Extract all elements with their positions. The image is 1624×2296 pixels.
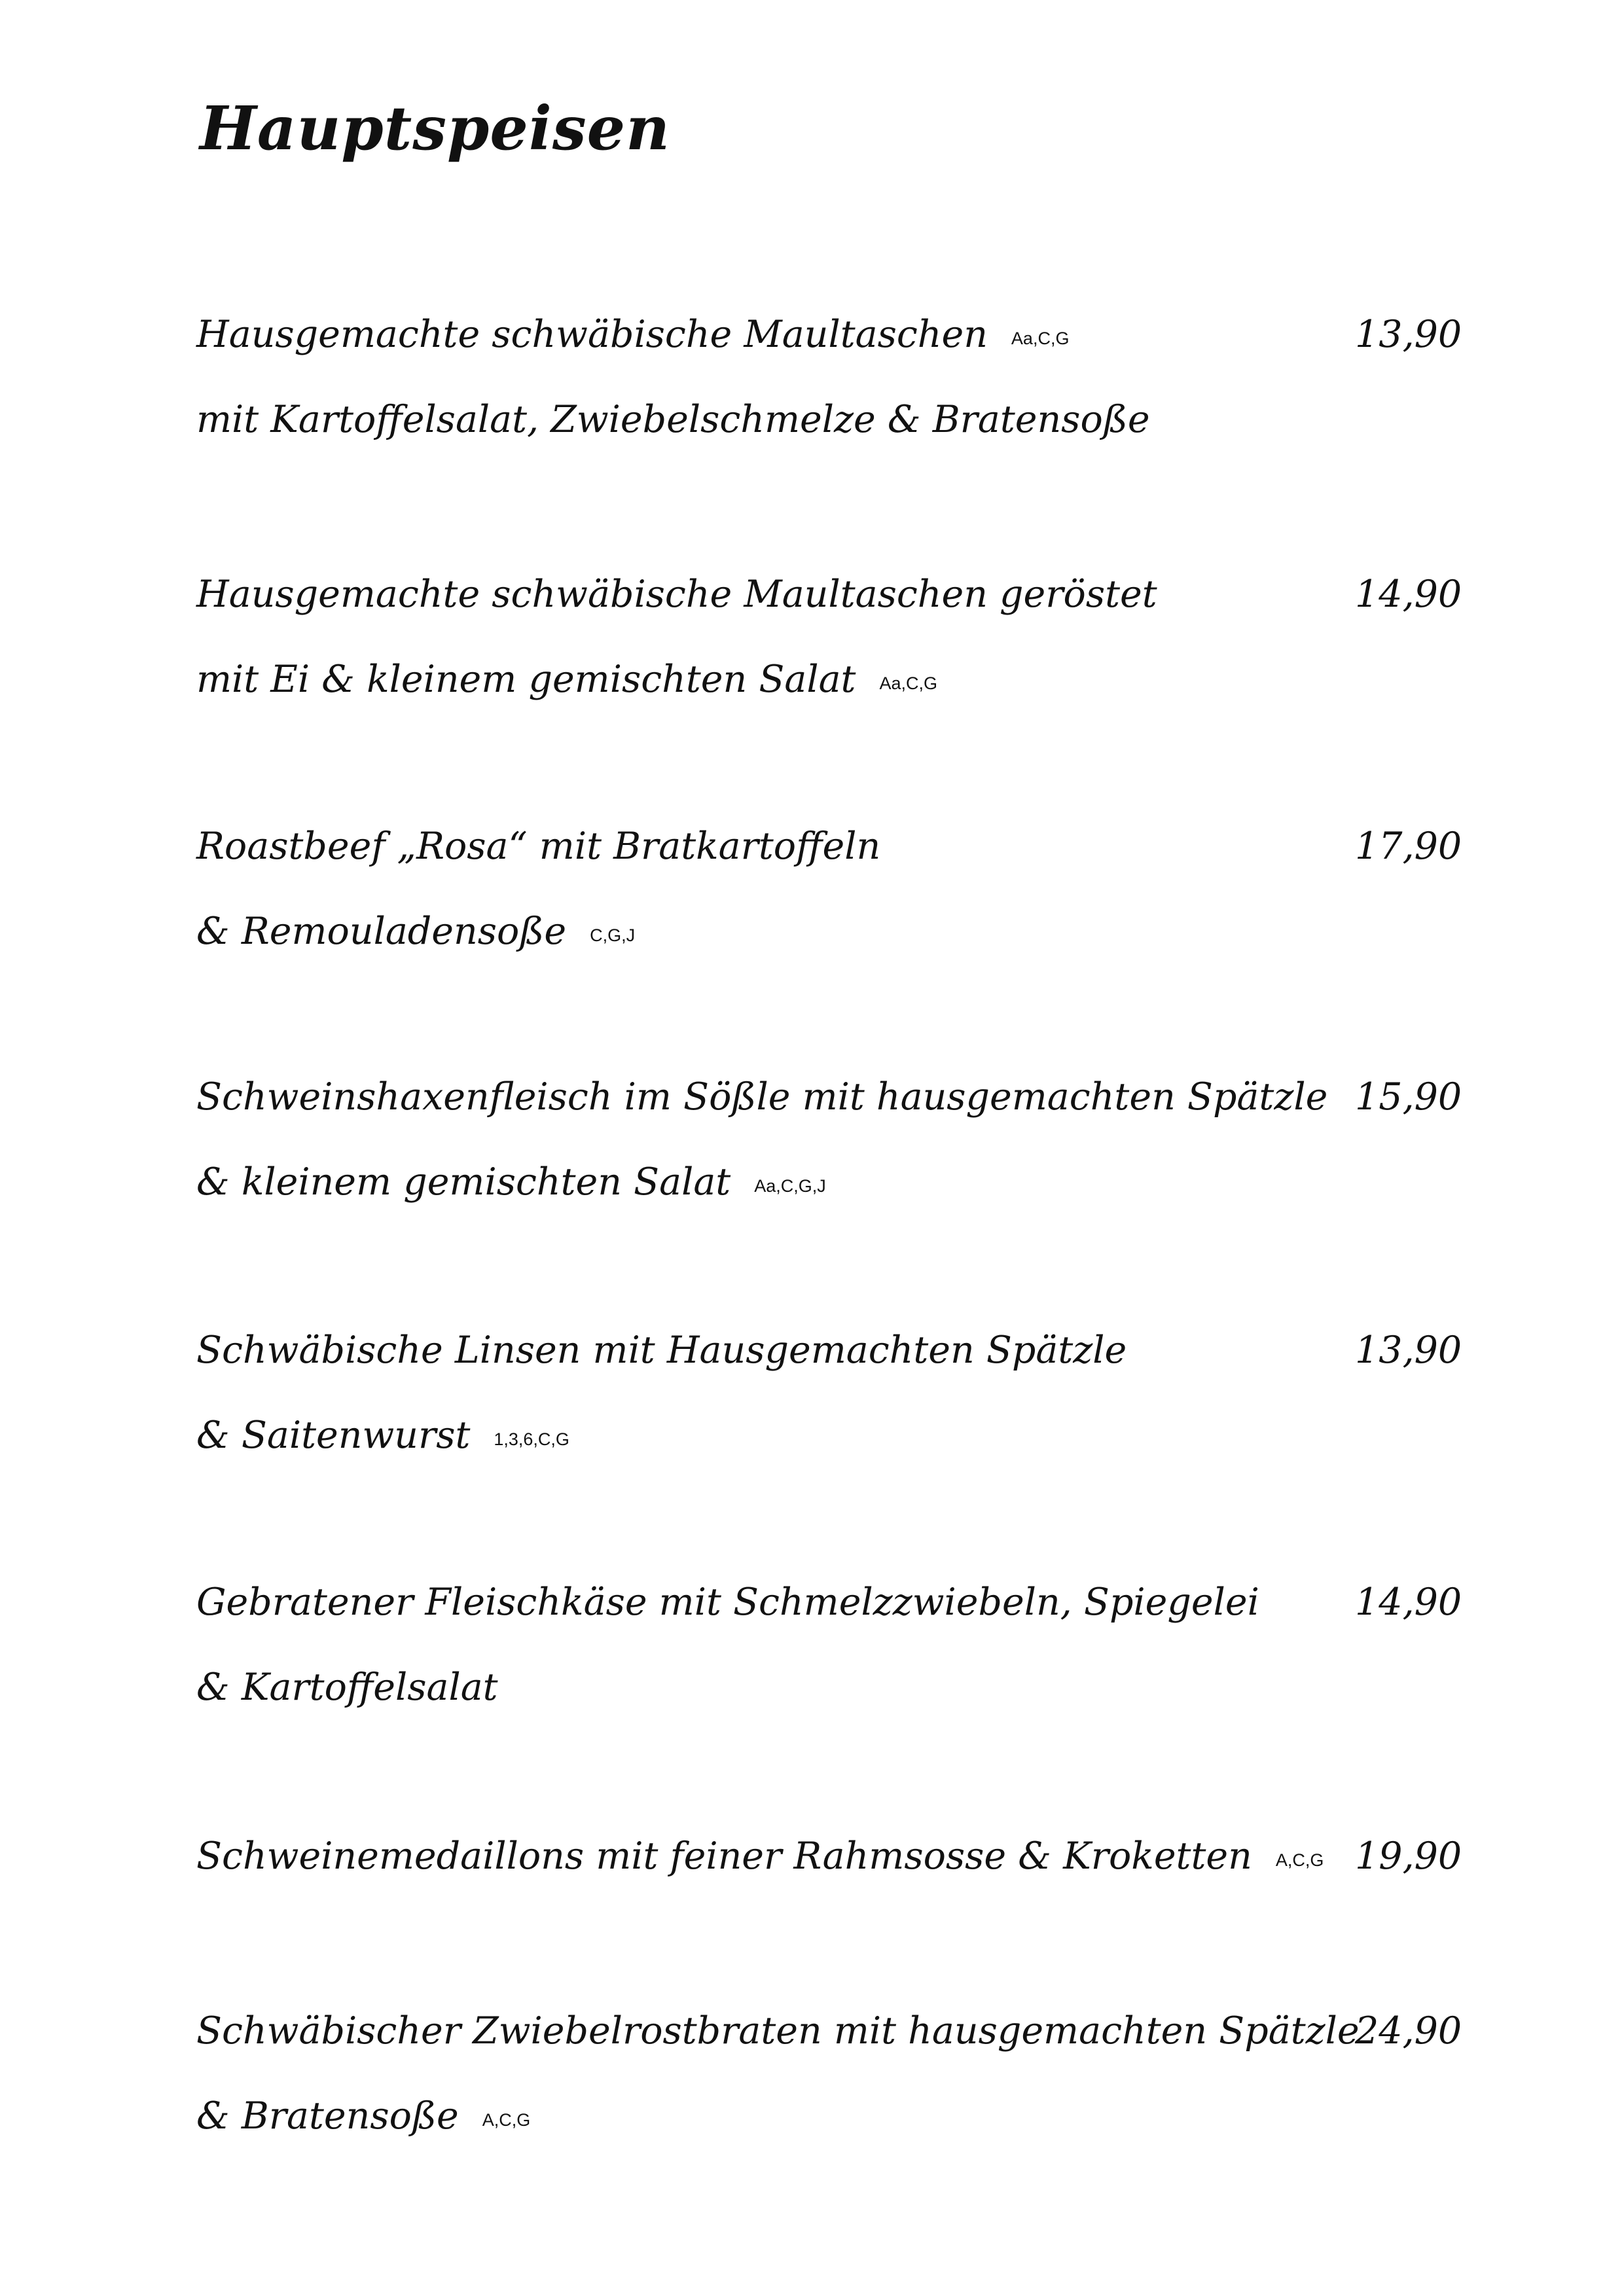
dish-description (196, 658, 937, 701)
dish-description-text: mit Ei & kleinem gemischten Salat (196, 658, 856, 701)
dish-description (196, 910, 636, 953)
dish-description (196, 1414, 569, 1457)
dish-description (196, 1160, 826, 1204)
dish-description-text: & Bratensoße (196, 2094, 459, 2138)
dish-description-text: & Saitenwurst (196, 1414, 471, 1457)
dish-description (196, 1666, 522, 1709)
dish-price: 17,90 (1355, 825, 1462, 868)
dish-name (196, 573, 1181, 616)
dish-name (196, 1581, 1283, 1624)
dish-name (196, 313, 1070, 356)
dish-name (196, 1835, 1324, 1878)
dish-name (196, 1329, 1150, 1372)
allergen-codes: A,C,G (482, 2110, 531, 2130)
dish-name-text: Schwäbische Linsen mit Hausgemachten Spätzle (196, 1329, 1127, 1372)
dish-name (196, 825, 904, 868)
dish-name-text: Schweinshaxenfleisch im Sößle mit hausgemachten Spätzle (196, 1075, 1328, 1119)
dish-name (196, 2009, 1383, 2053)
allergen-codes: Aa,C,G (879, 673, 937, 693)
allergen-codes: A,C,G (1275, 1850, 1324, 1870)
dish-price: 19,90 (1355, 1835, 1462, 1878)
page-title: Hauptspeisen (200, 93, 671, 164)
dish-description (196, 2094, 531, 2138)
dish-description-text: & Kartoffelsalat (196, 1666, 498, 1709)
dish-description-text: & Remouladensoße (196, 910, 567, 953)
dish-price: 14,90 (1355, 1581, 1462, 1624)
dish-price: 24,90 (1355, 2009, 1462, 2053)
dish-description-text: & kleinem gemischten Salat (196, 1160, 731, 1204)
dish-name-text: Schweinemedaillons mit feiner Rahmsosse & Kroketten (196, 1835, 1252, 1878)
dish-price: 14,90 (1355, 573, 1462, 616)
dish-name-text: Hausgemachte schwäbische Maultaschen (196, 313, 988, 356)
allergen-codes: Aa,C,G,J (754, 1176, 826, 1196)
allergen-codes: 1,3,6,C,G (494, 1429, 569, 1449)
dish-price: 13,90 (1355, 1329, 1462, 1372)
allergen-codes: C,G,J (590, 925, 636, 945)
dish-name-text: Schwäbischer Zwiebelrostbraten mit hausgemachten Spätzle (196, 2009, 1360, 2053)
dish-description-text: mit Kartoffelsalat, Zwiebelschmelze & Bratensoße (196, 398, 1150, 441)
dish-price: 15,90 (1355, 1075, 1462, 1119)
dish-price: 13,90 (1355, 313, 1462, 356)
dish-description (196, 398, 1174, 441)
dish-name-text: Hausgemachte schwäbische Maultaschen geröstet (196, 573, 1157, 616)
dish-name (196, 1075, 1351, 1119)
allergen-codes: Aa,C,G (1011, 329, 1070, 348)
dish-name-text: Gebratener Fleischkäse mit Schmelzzwiebeln, Spiegelei (196, 1581, 1259, 1624)
dish-name-text: Roastbeef „Rosa“ mit Bratkartoffeln (196, 825, 881, 868)
